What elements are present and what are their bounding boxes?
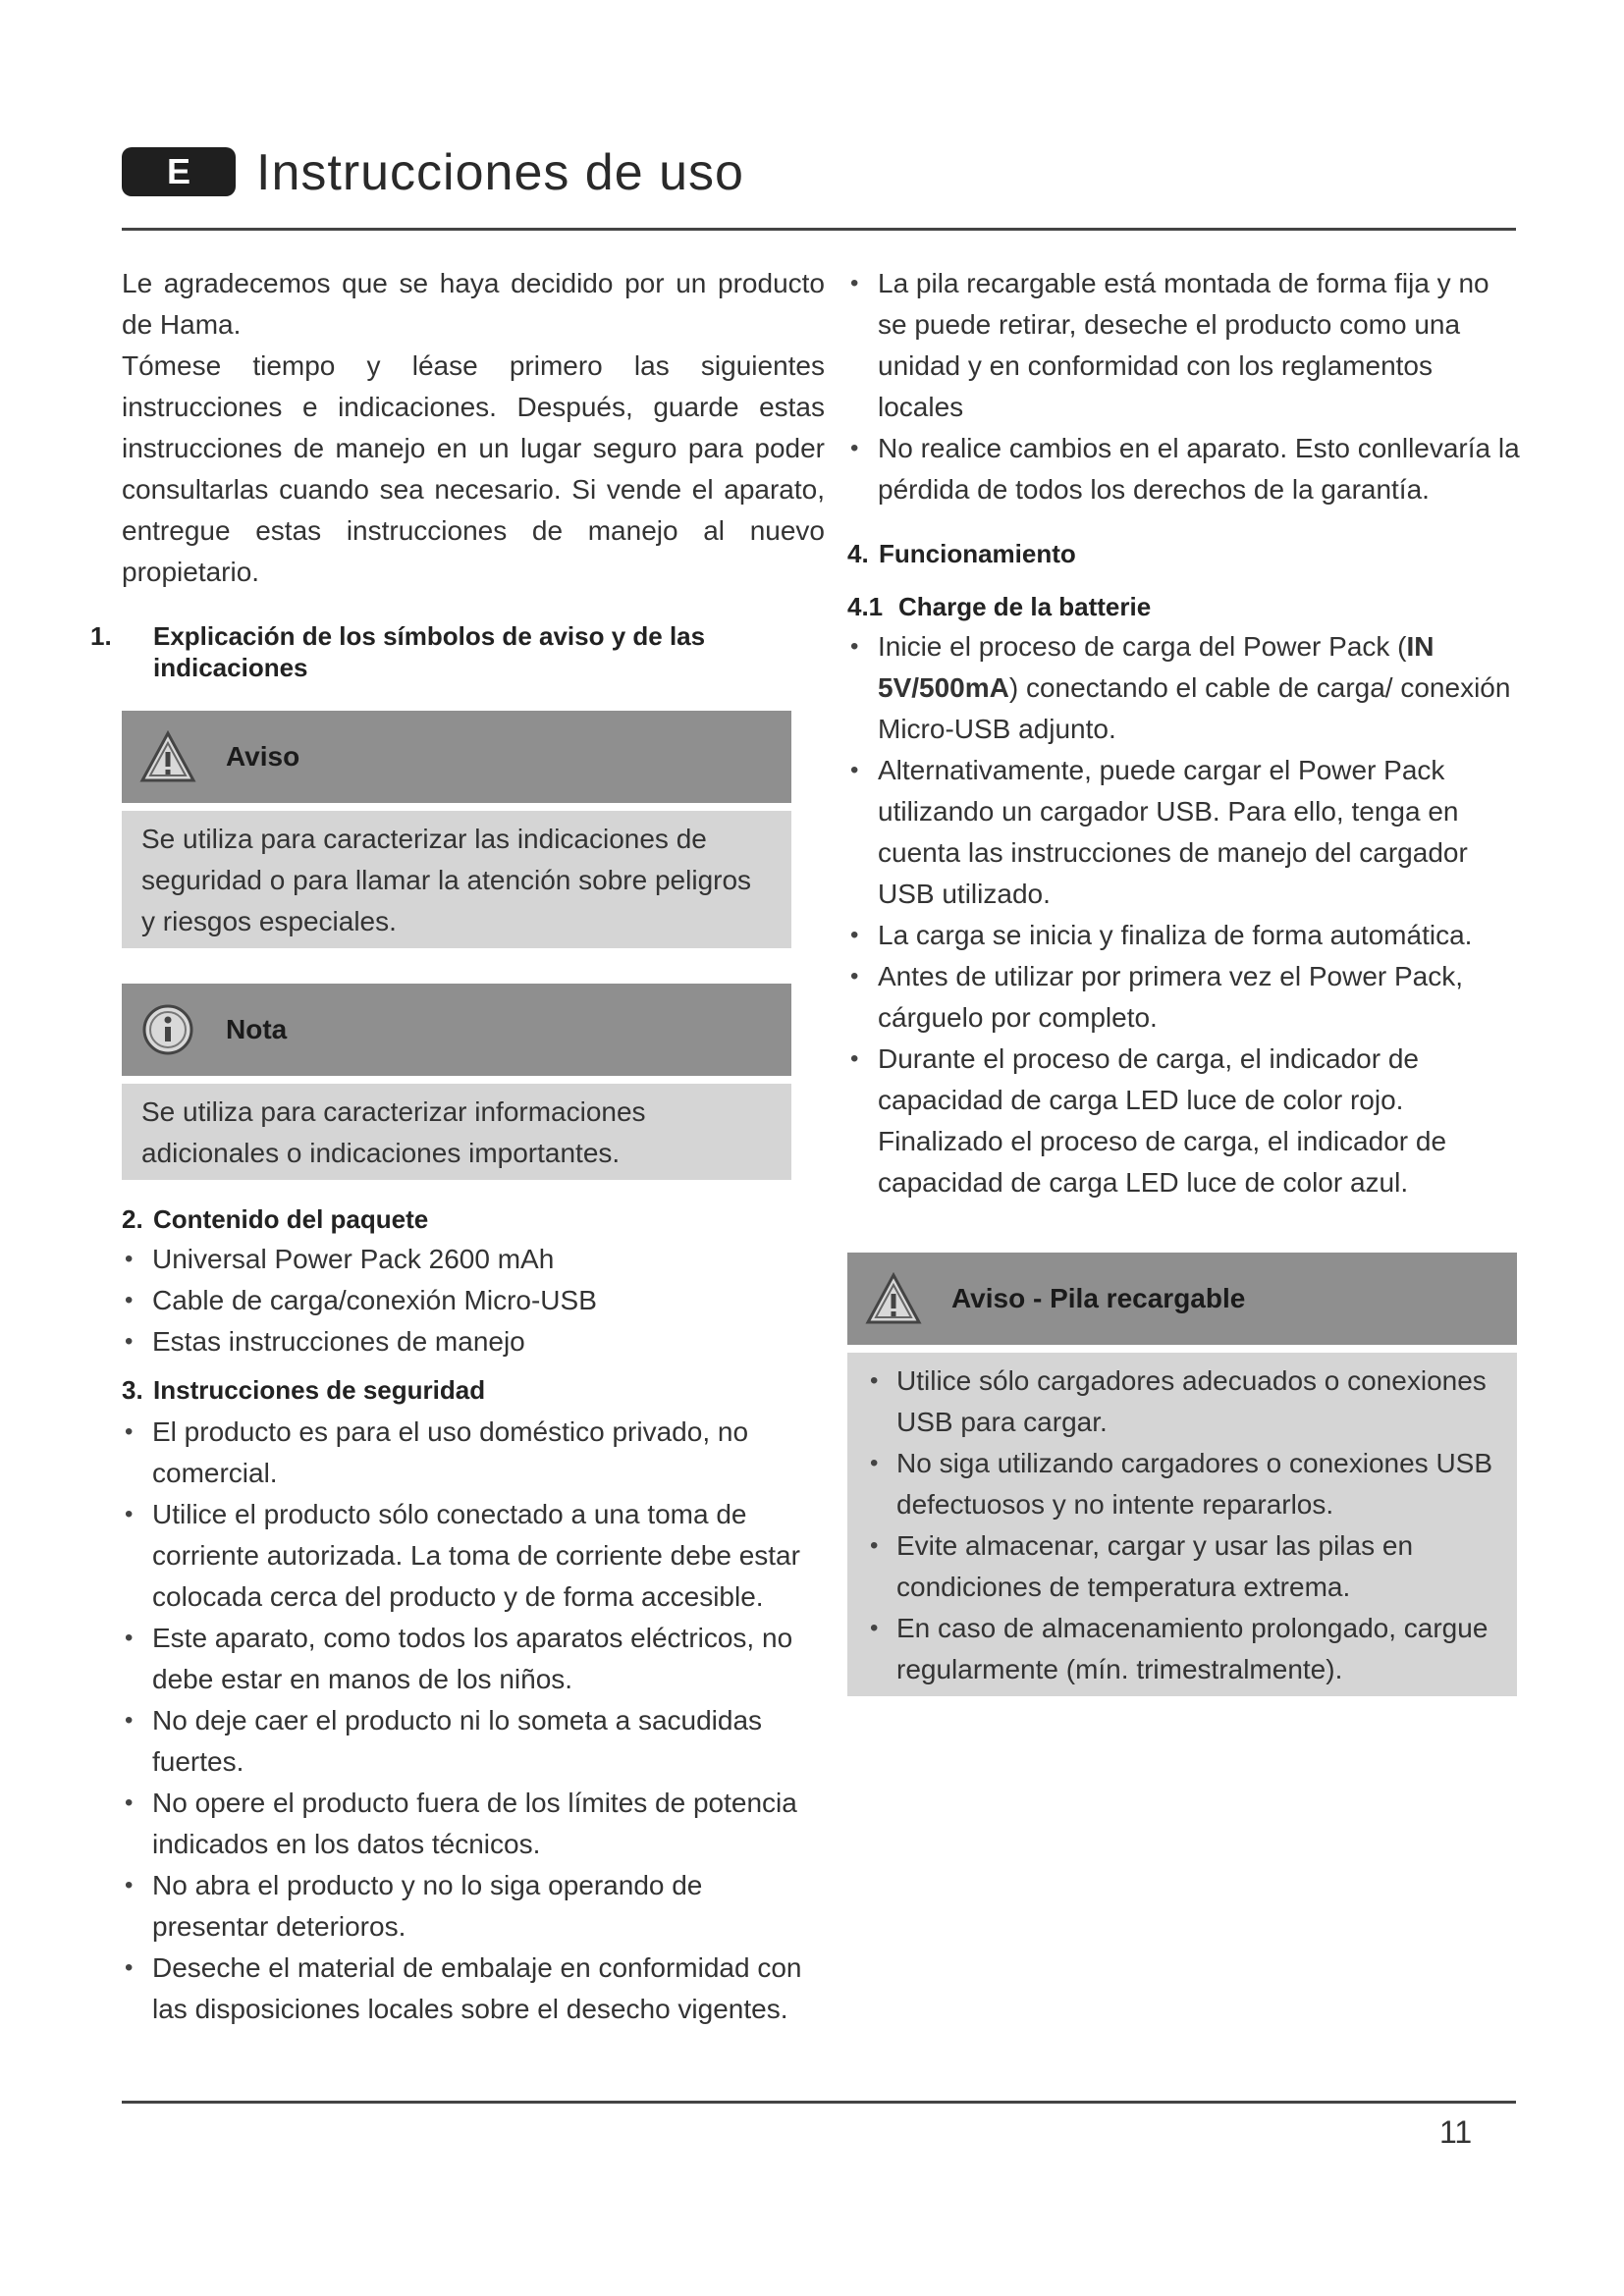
section-1-title: Explicación de los símbolos de aviso y de las indicaciones bbox=[153, 621, 706, 682]
language-badge: E bbox=[122, 147, 236, 196]
section-4-heading bbox=[847, 538, 1525, 569]
list-item: • No siga utilizando cargadores o conexiones USB defectuosos y no intente repararlos. bbox=[867, 1443, 1497, 1525]
package-contents-list bbox=[122, 1239, 825, 1362]
list-item: • Deseche el material de embalaje en conformidad con las disposiciones locales sobre el desecho vigentes. bbox=[122, 1948, 825, 2030]
aviso-label: Aviso bbox=[226, 741, 300, 772]
warning-triangle-icon bbox=[865, 1272, 922, 1325]
list-item: • Durante el proceso de carga, el indicador de capacidad de carga LED luce de color rojo. Finalizado el proceso de carga, el indicador de capacidad de carga LED luce de color azul. bbox=[847, 1039, 1525, 1203]
aviso-box-header bbox=[122, 711, 791, 803]
list-item: • No realice cambios en el aparato. Esto conllevaría la pérdida de todos los derechos de la garantía. bbox=[847, 428, 1525, 510]
list-item: • Universal Power Pack 2600 mAh bbox=[122, 1239, 825, 1280]
battery-warning-box bbox=[847, 1253, 1517, 1696]
list-item: • Estas instrucciones de manejo bbox=[122, 1321, 825, 1362]
battery-warning-list bbox=[867, 1361, 1497, 1690]
nota-box-header bbox=[122, 984, 791, 1076]
warning-triangle-icon bbox=[139, 730, 196, 783]
page-number: 11 bbox=[1439, 2114, 1473, 2150]
subsection-4-1-title: Charge de la batterie bbox=[898, 592, 1152, 621]
list-item: • No opere el producto fuera de los límites de potencia indicados en los datos técnicos. bbox=[122, 1783, 825, 1865]
list-item: • Utilice el producto sólo conectado a una toma de corriente autorizada. La toma de corriente debe estar colocada cerca del producto y de forma accesible. bbox=[122, 1494, 825, 1618]
list-item bbox=[847, 626, 1525, 750]
list-item: • Alternativamente, puede cargar el Power Pack utilizando un cargador USB. Para ello, tenga en cuenta las instrucciones de manejo del cargador USB utilizado. bbox=[847, 750, 1525, 915]
right-column bbox=[847, 263, 1525, 1696]
section-2-heading bbox=[122, 1203, 825, 1235]
nota-text: Se utiliza para caracterizar informaciones adicionales o indicaciones importantes. bbox=[141, 1096, 646, 1168]
charging-list bbox=[847, 626, 1525, 1203]
safety-instructions-list bbox=[122, 1412, 825, 2030]
safety-instructions-list-continued bbox=[847, 263, 1525, 510]
battery-warning-header bbox=[847, 1253, 1517, 1345]
charging-item-1-start: Inicie el proceso de carga del Power Pack ( bbox=[878, 631, 1407, 662]
header-rule bbox=[122, 228, 1516, 231]
list-item: • La carga se inicia y finaliza de forma automática. bbox=[847, 915, 1525, 956]
charging-spec: IN 5V/500mA bbox=[878, 631, 1435, 703]
list-item: • Cable de carga/conexión Micro-USB bbox=[122, 1280, 825, 1321]
list-item: • No deje caer el producto ni lo someta a sacudidas fuertes. bbox=[122, 1700, 825, 1783]
list-item: • En caso de almacenamiento prolongado, cargue regularmente (mín. trimestralmente). bbox=[867, 1608, 1497, 1690]
nota-box bbox=[122, 984, 791, 1180]
section-4-number: 4. bbox=[847, 539, 869, 568]
charging-item-1-end: ) conectando el cable de carga/ conexión Micro-USB adjunto. bbox=[878, 672, 1511, 744]
nota-label: Nota bbox=[226, 1014, 288, 1044]
section-3-title: Instrucciones de seguridad bbox=[153, 1375, 486, 1405]
list-item: • Utilice sólo cargadores adecuados o conexiones USB para cargar. bbox=[867, 1361, 1497, 1443]
section-3-number: 3. bbox=[122, 1375, 143, 1405]
page-title: Instrucciones de uso bbox=[256, 144, 744, 201]
battery-warning-label: Aviso - Pila recargable bbox=[951, 1283, 1246, 1313]
list-item: • No abra el producto y no lo siga operando de presentar deterioros. bbox=[122, 1865, 825, 1948]
section-2-title: Contenido del paquete bbox=[153, 1204, 429, 1234]
battery-warning-body bbox=[847, 1353, 1517, 1696]
nota-box-body bbox=[122, 1084, 791, 1180]
list-item: • Antes de utilizar por primera vez el Power Pack, cárguelo por completo. bbox=[847, 956, 1525, 1039]
subsection-4-1-heading bbox=[847, 591, 1525, 622]
footer-rule bbox=[122, 2101, 1516, 2104]
list-item: • El producto es para el uso doméstico privado, no comercial. bbox=[122, 1412, 825, 1494]
aviso-box-body bbox=[122, 811, 791, 948]
list-item: • Evite almacenar, cargar y usar las pilas en condiciones de temperatura extrema. bbox=[867, 1525, 1497, 1608]
intro-paragraph-1: Le agradecemos que se haya decidido por un producto de Hama. bbox=[122, 268, 825, 340]
section-4-title: Funcionamiento bbox=[879, 539, 1076, 568]
info-circle-icon bbox=[139, 1003, 196, 1056]
section-1-number: 1. bbox=[90, 621, 112, 651]
subsection-4-1-number: 4.1 bbox=[847, 592, 884, 621]
section-1-heading bbox=[90, 620, 825, 683]
list-item: • La pila recargable está montada de forma fija y no se puede retirar, deseche el producto como una unidad y en conformidad con los reglamentos locales bbox=[847, 263, 1525, 428]
section-3-heading bbox=[122, 1374, 825, 1406]
aviso-box bbox=[122, 711, 791, 948]
page-header bbox=[122, 137, 1516, 216]
section-2-number: 2. bbox=[122, 1204, 143, 1234]
left-column bbox=[90, 263, 825, 2030]
intro-paragraph-2: Tómese tiempo y léase primero las siguientes instrucciones e indicaciones. Después, guarde estas instrucciones de manejo en un lugar seguro para poder consultarlas cuando sea necesario. Si vende el aparato, entregue estas instrucciones de manejo al nuevo propietario. bbox=[122, 350, 825, 587]
aviso-text: Se utiliza para caracterizar las indicaciones de seguridad o para llamar la atención sobre peligros y riesgos especiales. bbox=[141, 824, 752, 936]
list-item: • Este aparato, como todos los aparatos eléctricos, no debe estar en manos de los niños. bbox=[122, 1618, 825, 1700]
